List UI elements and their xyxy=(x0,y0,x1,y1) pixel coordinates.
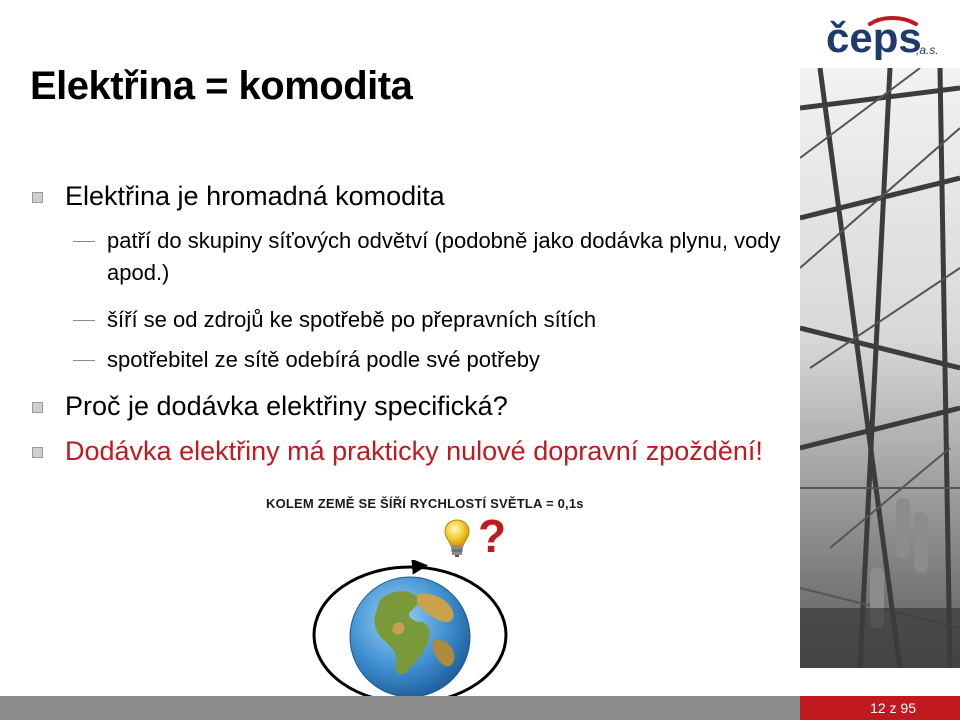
sub-bullet-3: spotřebitel ze sítě odebírá podle své potřeby xyxy=(107,344,787,376)
lightbulb-icon xyxy=(442,518,472,558)
bullet-3: Dodávka elektřiny má prakticky nulové dopravní zpoždění! xyxy=(65,435,785,468)
ceps-logo xyxy=(824,12,954,60)
sub-bullet-2: šíří se od zdrojů ke spotřebě po přepravních sítích xyxy=(107,304,787,336)
bullet-1: Elektřina je hromadná komodita xyxy=(65,180,785,213)
earth-globe xyxy=(350,577,470,697)
logo-suffix: ,a.s. xyxy=(916,43,939,57)
bullet-2: Proč je dodávka elektřiny specifická? xyxy=(65,390,785,423)
logo-text: čeps xyxy=(826,14,922,60)
footer-bar xyxy=(0,696,800,720)
diagram-caption: KOLEM ZEMĚ SE ŠÍŘÍ RYCHLOSTÍ SVĚTLA = 0,1s xyxy=(266,496,584,511)
question-mark: ? xyxy=(478,510,507,562)
sub-bullet-1: patří do skupiny síťových odvětví (podobně jako dodávka plynu, vody apod.) xyxy=(107,225,787,289)
transmission-tower-photo xyxy=(800,68,960,668)
slide-title: Elektřina = komodita xyxy=(30,64,413,108)
earth-orbit-diagram xyxy=(310,560,510,710)
page-number: 12 z 95 xyxy=(800,696,960,720)
